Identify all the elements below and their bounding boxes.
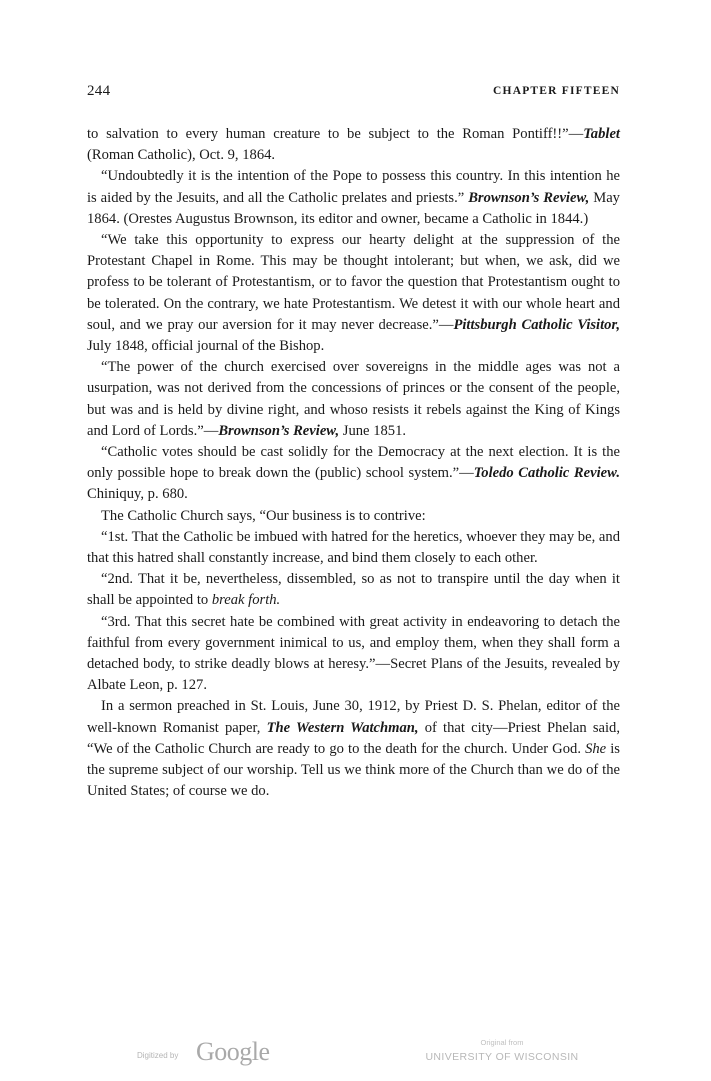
text-segment: Chiniquy, p. 680. [87,486,188,503]
source-citation: Tablet [583,126,620,142]
text-segment: In a sermon preached in St. Louis, June 30, 1912, by Priest D. S. Phelan, editor of the well-known Romanist paper, [87,698,620,736]
paragraph [87,230,620,357]
paragraph [87,612,620,697]
running-head [87,83,620,103]
page-footer [0,1035,711,1075]
original-from-label: Original from [480,1038,524,1047]
emphasized-text: She [585,740,607,757]
text-segment: to salvation to every human creature to be subject to the Roman Pontiff!!”— [87,126,584,142]
chapter-title: CHAPTER FIFTEEN [493,85,620,97]
source-citation: Brownson’s Review, [468,189,590,206]
emphasized-text: break forth. [211,592,281,609]
text-segment: (Roman Catholic), Oct. 9, 1864. [87,147,276,164]
paragraph [87,569,620,611]
library-name: UNIVERSITY OF WISCONSIN [425,1051,579,1063]
paragraph [87,442,620,506]
paragraph [87,696,620,802]
text-segment: “2nd. That it be, nevertheless, dissembled, so as not to transpire until the day when it shall be appointed to [87,571,620,609]
paragraph [87,166,620,230]
source-citation: Toledo Catholic Review. [473,465,620,482]
text-segment: May 1864. (Orestes Augustus Brownson, its editor and owner, became a Catholic in 1844.) [87,189,620,227]
text-segment: “We take this opportunity to express our hearty delight at the suppression of the Protestant Chapel in Rome. This may be thought intolerant; but when, we ask, did we profess to be tolerant of Protestantism, or to favor the question that Protestantism ought to be tolerated. On the contrary, we hate Protestantism. We detest it with our whole heart and soul, and we pray our aversion for it may never decrease.”— [87,232,620,333]
text-segment: is the supreme subject of our worship. Tell us we think more of the Church than we do of the United States; of course we do. [87,740,620,800]
text-segment: “Undoubtedly it is the intention of the Pope to possess this country. In this intention he is aided by the Jesuits, and all the Catholic prelates and priests.” [87,168,620,206]
text-segment: “3rd. That this secret hate be combined with great activity in endeavoring to detach the faithful from every government inimical to us, and employ them, when they shall form a detached body, to strike deadly blows at heresy.”—Secret Plans of the Jesuits, revealed by Albate Leon, p. 127. [87,613,620,694]
paragraph [87,527,620,569]
source-citation: Pittsburgh Catholic Visitor, [453,316,620,333]
paragraph [87,506,620,527]
text-segment: “The power of the church exercised over sovereigns in the middle ages was not a usurpation, was not derived from the concessions of princes or the consent of the people, but was and is held by divine right, and whoso resists it rebels against the King of Kings and Lord of Lords.”— [87,359,620,439]
page-number: 244 [87,83,111,99]
text-segment: “1st. That the Catholic be imbued with hatred for the heretics, whoever they may be, and that this hatred shall constantly increase, and bind them closely to each other. [87,528,620,567]
source-citation: The Western Watchman, [266,719,419,736]
paragraph [87,357,620,442]
text-segment: The Catholic Church says, “Our business is to contrive: [101,507,426,524]
google-logo: Google [196,1037,270,1066]
source-citation: Brownson’s Review, [218,422,340,439]
text-segment: June 1851. [339,422,407,439]
body-text [87,124,620,803]
digitized-by-label: Digitized by [137,1051,179,1060]
text-segment: of that city—Priest Phelan said, “We of the Catholic Church are ready to go to the death for the church. Under God. [87,719,621,757]
paragraph [87,124,620,166]
text-segment: July 1848, official journal of the Bishop. [87,338,325,355]
text-segment: “Catholic votes should be cast solidly for the Democracy at the next election. It is the only possible hope to break down the (public) school system.”— [87,444,620,482]
